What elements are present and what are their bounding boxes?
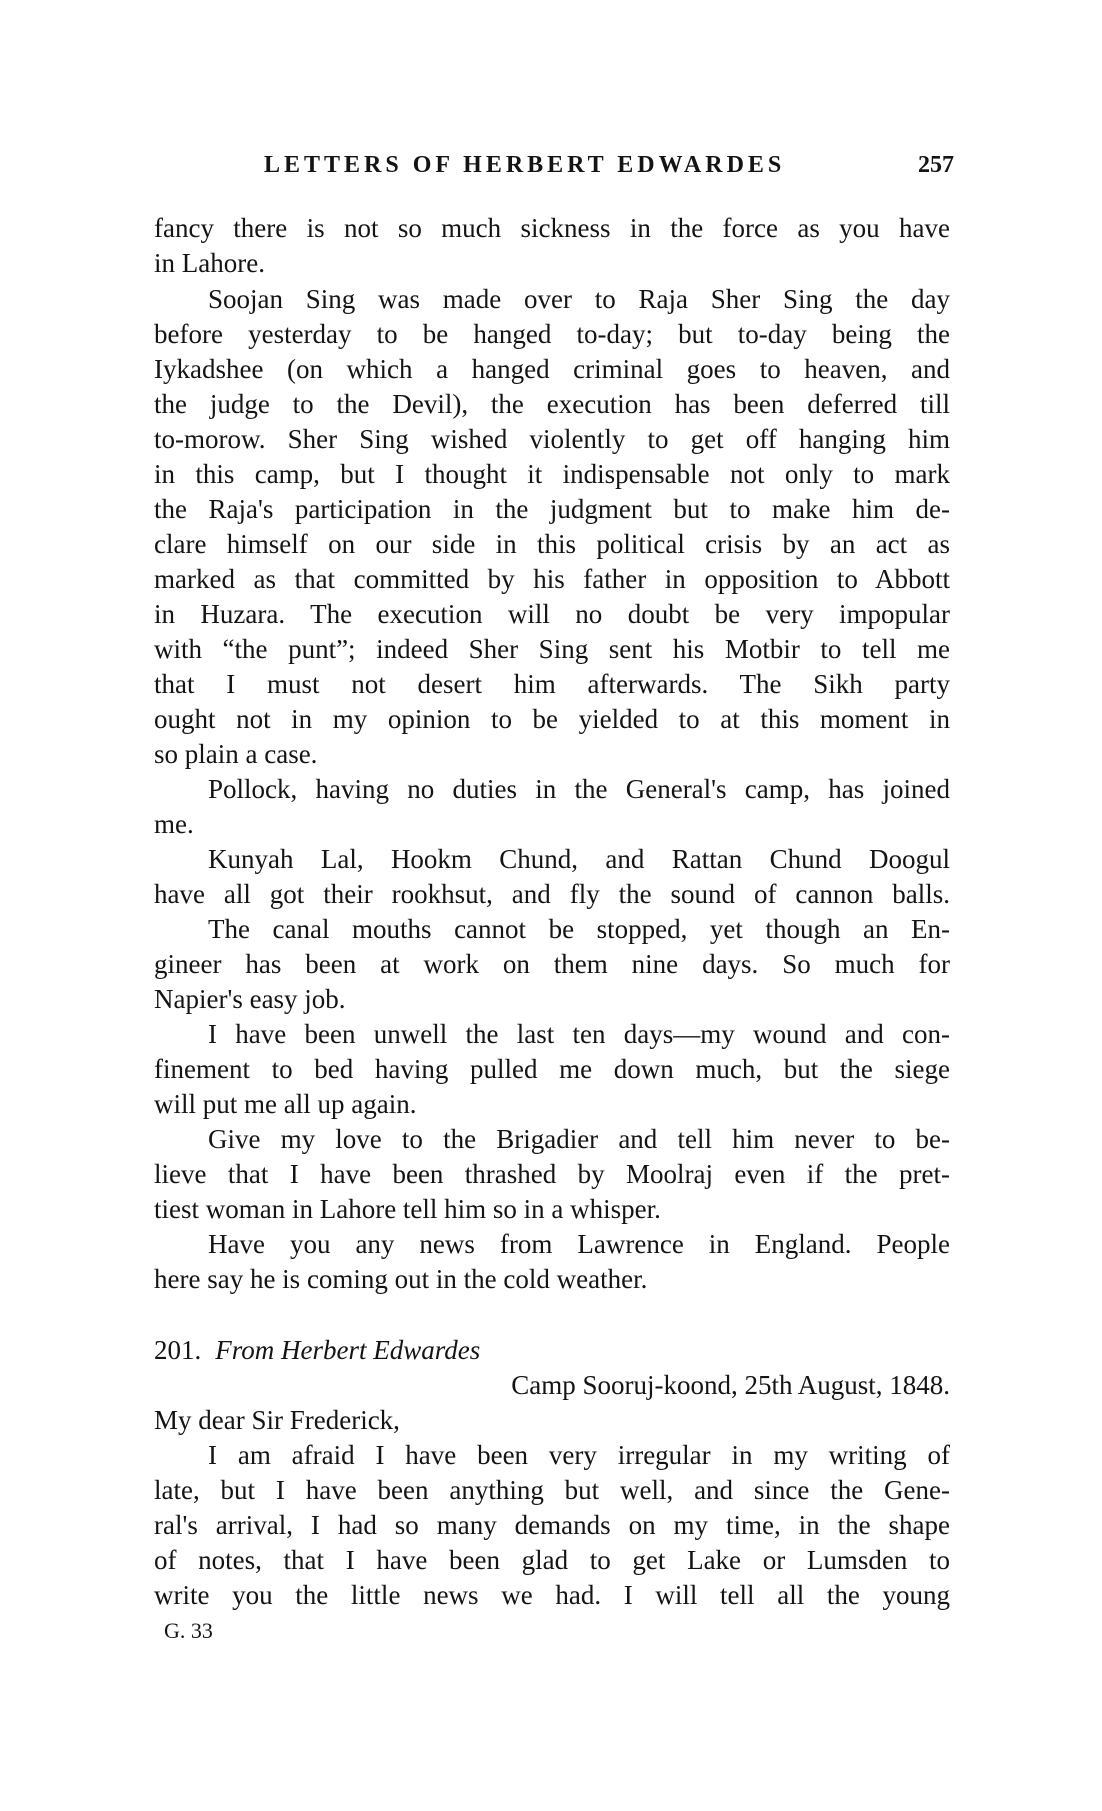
text-line: have all got their rookhsut, and fly the sound of cannon balls. (154, 879, 950, 909)
text-line: will put me all up again. (154, 1089, 417, 1119)
text-line: finement to bed having pulled me down much, but the siege (154, 1054, 950, 1084)
text-line: so plain a case. (154, 739, 318, 769)
text-line: here say he is coming out in the cold weather. (154, 1264, 648, 1294)
text-line: in Huzara. The execution will no doubt be very impopular (154, 599, 950, 629)
text-line: Pollock, having no duties in the General's camp, has joined (208, 774, 950, 804)
text-line: ral's arrival, I had so many demands on my time, in the shape (154, 1510, 950, 1540)
letter-salutation: My dear Sir Frederick, (154, 1405, 400, 1435)
letter-number: 201. (154, 1335, 202, 1365)
text-line: Have you any news from Lawrence in England. People (208, 1229, 950, 1259)
text-line: The canal mouths cannot be stopped, yet though an En- (208, 914, 950, 944)
text-line: Soojan Sing was made over to Raja Sher Sing the day (208, 284, 950, 314)
text-line: me. (154, 809, 194, 839)
text-line: the Raja's participation in the judgment but to make him de- (154, 494, 950, 524)
text-line: lieve that I have been thrashed by Moolraj even if the pret- (154, 1159, 950, 1189)
text-line: Kunyah Lal, Hookm Chund, and Rattan Chund Doogul (208, 844, 950, 874)
text-line: ought not in my opinion to be yielded to at this moment in (154, 704, 950, 734)
text-line: marked as that committed by his father in opposition to Abbott (154, 564, 950, 594)
text-line: of notes, that I have been glad to get Lake or Lumsden to (154, 1545, 950, 1575)
text-line: Iykadshee (on which a hanged criminal goes to heaven, and (154, 354, 950, 384)
text-line: Give my love to the Brigadier and tell him never to be- (208, 1124, 950, 1154)
text-line: write you the little news we had. I will tell all the young (154, 1580, 950, 1610)
text-line: the judge to the Devil), the execution has been deferred till (154, 389, 950, 419)
text-line: in this camp, but I thought it indispensable not only to mark (154, 459, 950, 489)
page-number: 257 (918, 152, 954, 178)
text-line: that I must not desert him afterwards. The Sikh party (154, 669, 950, 699)
signature-mark: G. 33 (164, 1618, 213, 1643)
text-line: late, but I have been anything but well, and since the Gene- (154, 1475, 950, 1505)
text-line: in Lahore. (154, 248, 265, 278)
text-line: Napier's easy job. (154, 984, 346, 1014)
letter-heading (154, 1333, 950, 1367)
running-title: LETTERS OF HERBERT EDWARDES (264, 152, 786, 178)
text-line: fancy there is not so much sickness in the force as you have (154, 213, 950, 243)
text-line: with “the punt”; indeed Sher Sing sent his Motbir to tell me (154, 634, 950, 664)
text-line: to-morow. Sher Sing wished violently to get off hanging him (154, 424, 950, 454)
text-line: I am afraid I have been very irregular in my writing of (208, 1440, 950, 1470)
text-line: clare himself on our side in this political crisis by an act as (154, 529, 950, 559)
text-line: before yesterday to be hanged to-day; but to-day being the (154, 319, 950, 349)
letter-dateline: Camp Sooruj-koond, 25th August, 1848. (511, 1370, 950, 1400)
text-line: I have been unwell the last ten days—my wound and con- (208, 1019, 950, 1049)
text-line: tiest woman in Lahore tell him so in a whisper. (154, 1194, 661, 1224)
letter-title: From Herbert Edwardes (215, 1335, 481, 1365)
text-line: gineer has been at work on them nine days. So much for (154, 949, 950, 979)
